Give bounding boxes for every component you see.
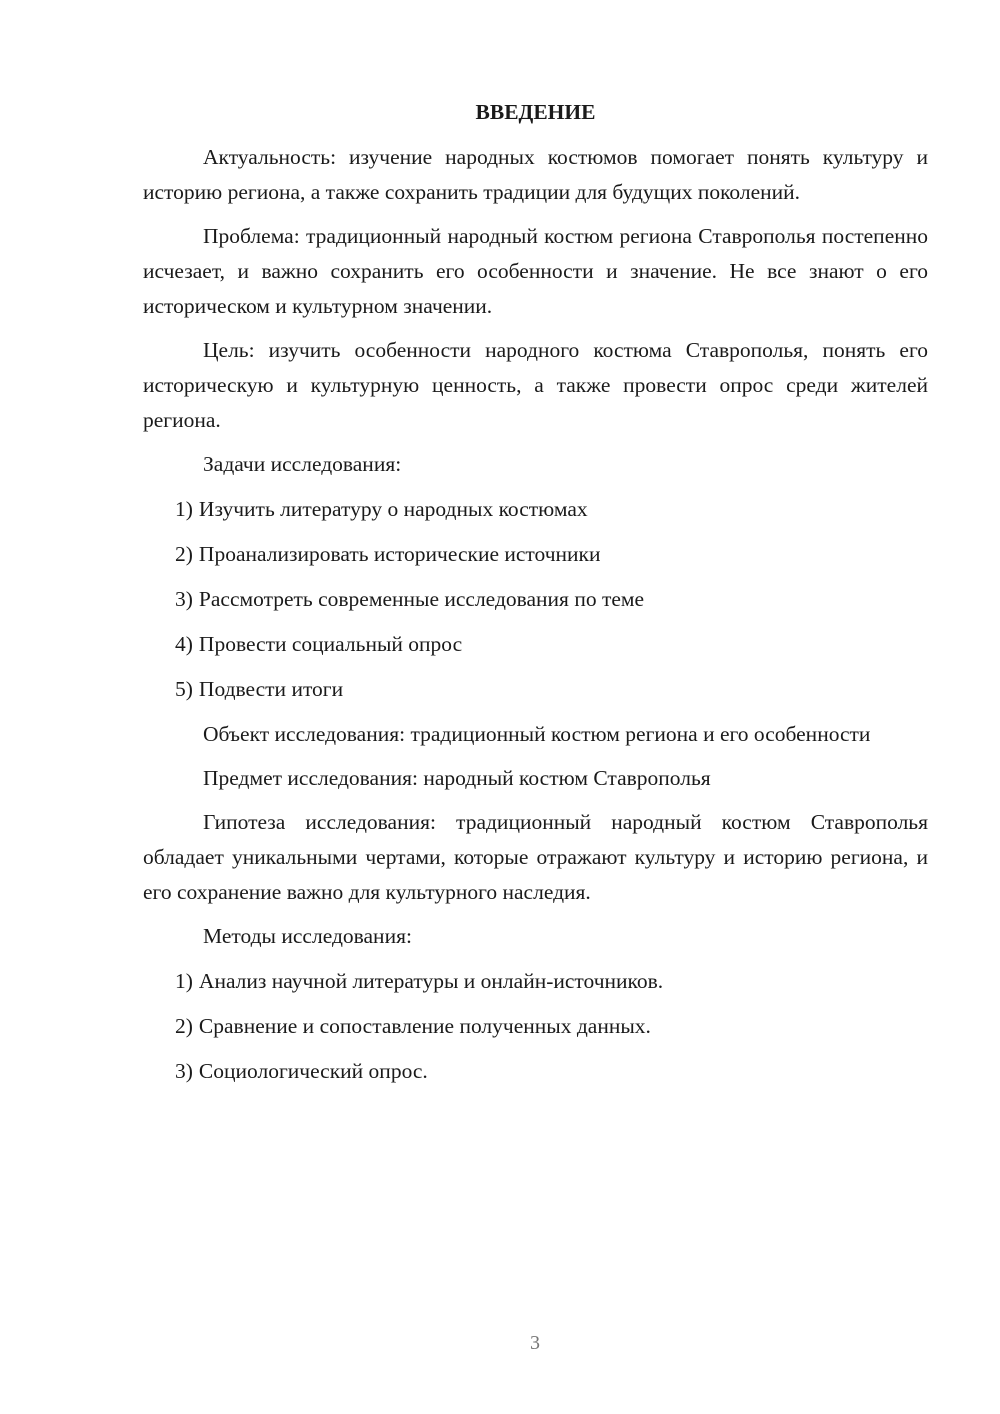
list-item-text: Изучить литературу о народных костюмах [198,497,588,521]
hypothesis-paragraph: Гипотеза исследования: традиционный народный костюм Ставрополья обладает уникальными чертами, которые отражают культуру и историю региона, и его сохранение важно для культурного наследия. [143,810,928,904]
methods-heading: Методы исследования: [203,924,412,948]
list-item-number: 2) [175,1014,193,1038]
list-item-number: 2) [175,542,193,566]
list-item-text: Провести социальный опрос [198,632,463,656]
list-item-number: 3) [175,587,193,611]
page-title: ВВЕДЕНИЕ [475,100,596,124]
subject-paragraph: Предмет исследования: народный костюм Ставрополья [203,766,711,790]
list-item-text: Социологический опрос. [198,1059,428,1083]
list-item [175,492,928,527]
list-item-number: 3) [175,1059,193,1083]
relevance-paragraph: Актуальность: изучение народных костюмов помогает понять культуру и историю региона, а также сохранить традиции для будущих поколений. [143,145,928,204]
list-item-text: Проанализировать исторические источники [198,542,601,566]
list-item [175,1009,928,1044]
list-item [175,1054,928,1089]
object-paragraph: Объект исследования: традиционный костюм региона и его особенности [203,722,871,746]
list-item-number: 1) [175,969,193,993]
list-item [175,672,928,707]
list-item [175,537,928,572]
list-item-number: 1) [175,497,193,521]
list-item-text: Сравнение и сопоставление полученных данных. [198,1014,651,1038]
tasks-list [143,492,928,707]
tasks-heading: Задачи исследования: [203,452,402,476]
list-item [175,582,928,617]
list-item-text: Рассмотреть современные исследования по теме [198,587,645,611]
methods-list [143,964,928,1089]
page-number: 3 [530,1332,540,1354]
list-item-text: Анализ научной литературы и онлайн-источников. [198,969,664,993]
goal-paragraph: Цель: изучить особенности народного костюма Ставрополья, понять его историческую и культурную ценность, а также провести опрос среди жителей региона. [143,338,928,432]
list-item-number: 5) [175,677,193,701]
list-item [175,964,928,999]
list-item-number: 4) [175,632,193,656]
list-item [175,627,928,662]
list-item-text: Подвести итоги [198,677,344,701]
problem-paragraph: Проблема: традиционный народный костюм региона Ставрополья постепенно исчезает, и важно сохранить его особенности и значение. Не все знают о его историческом и культурном значении. [143,224,928,318]
document-page [143,95,928,1099]
